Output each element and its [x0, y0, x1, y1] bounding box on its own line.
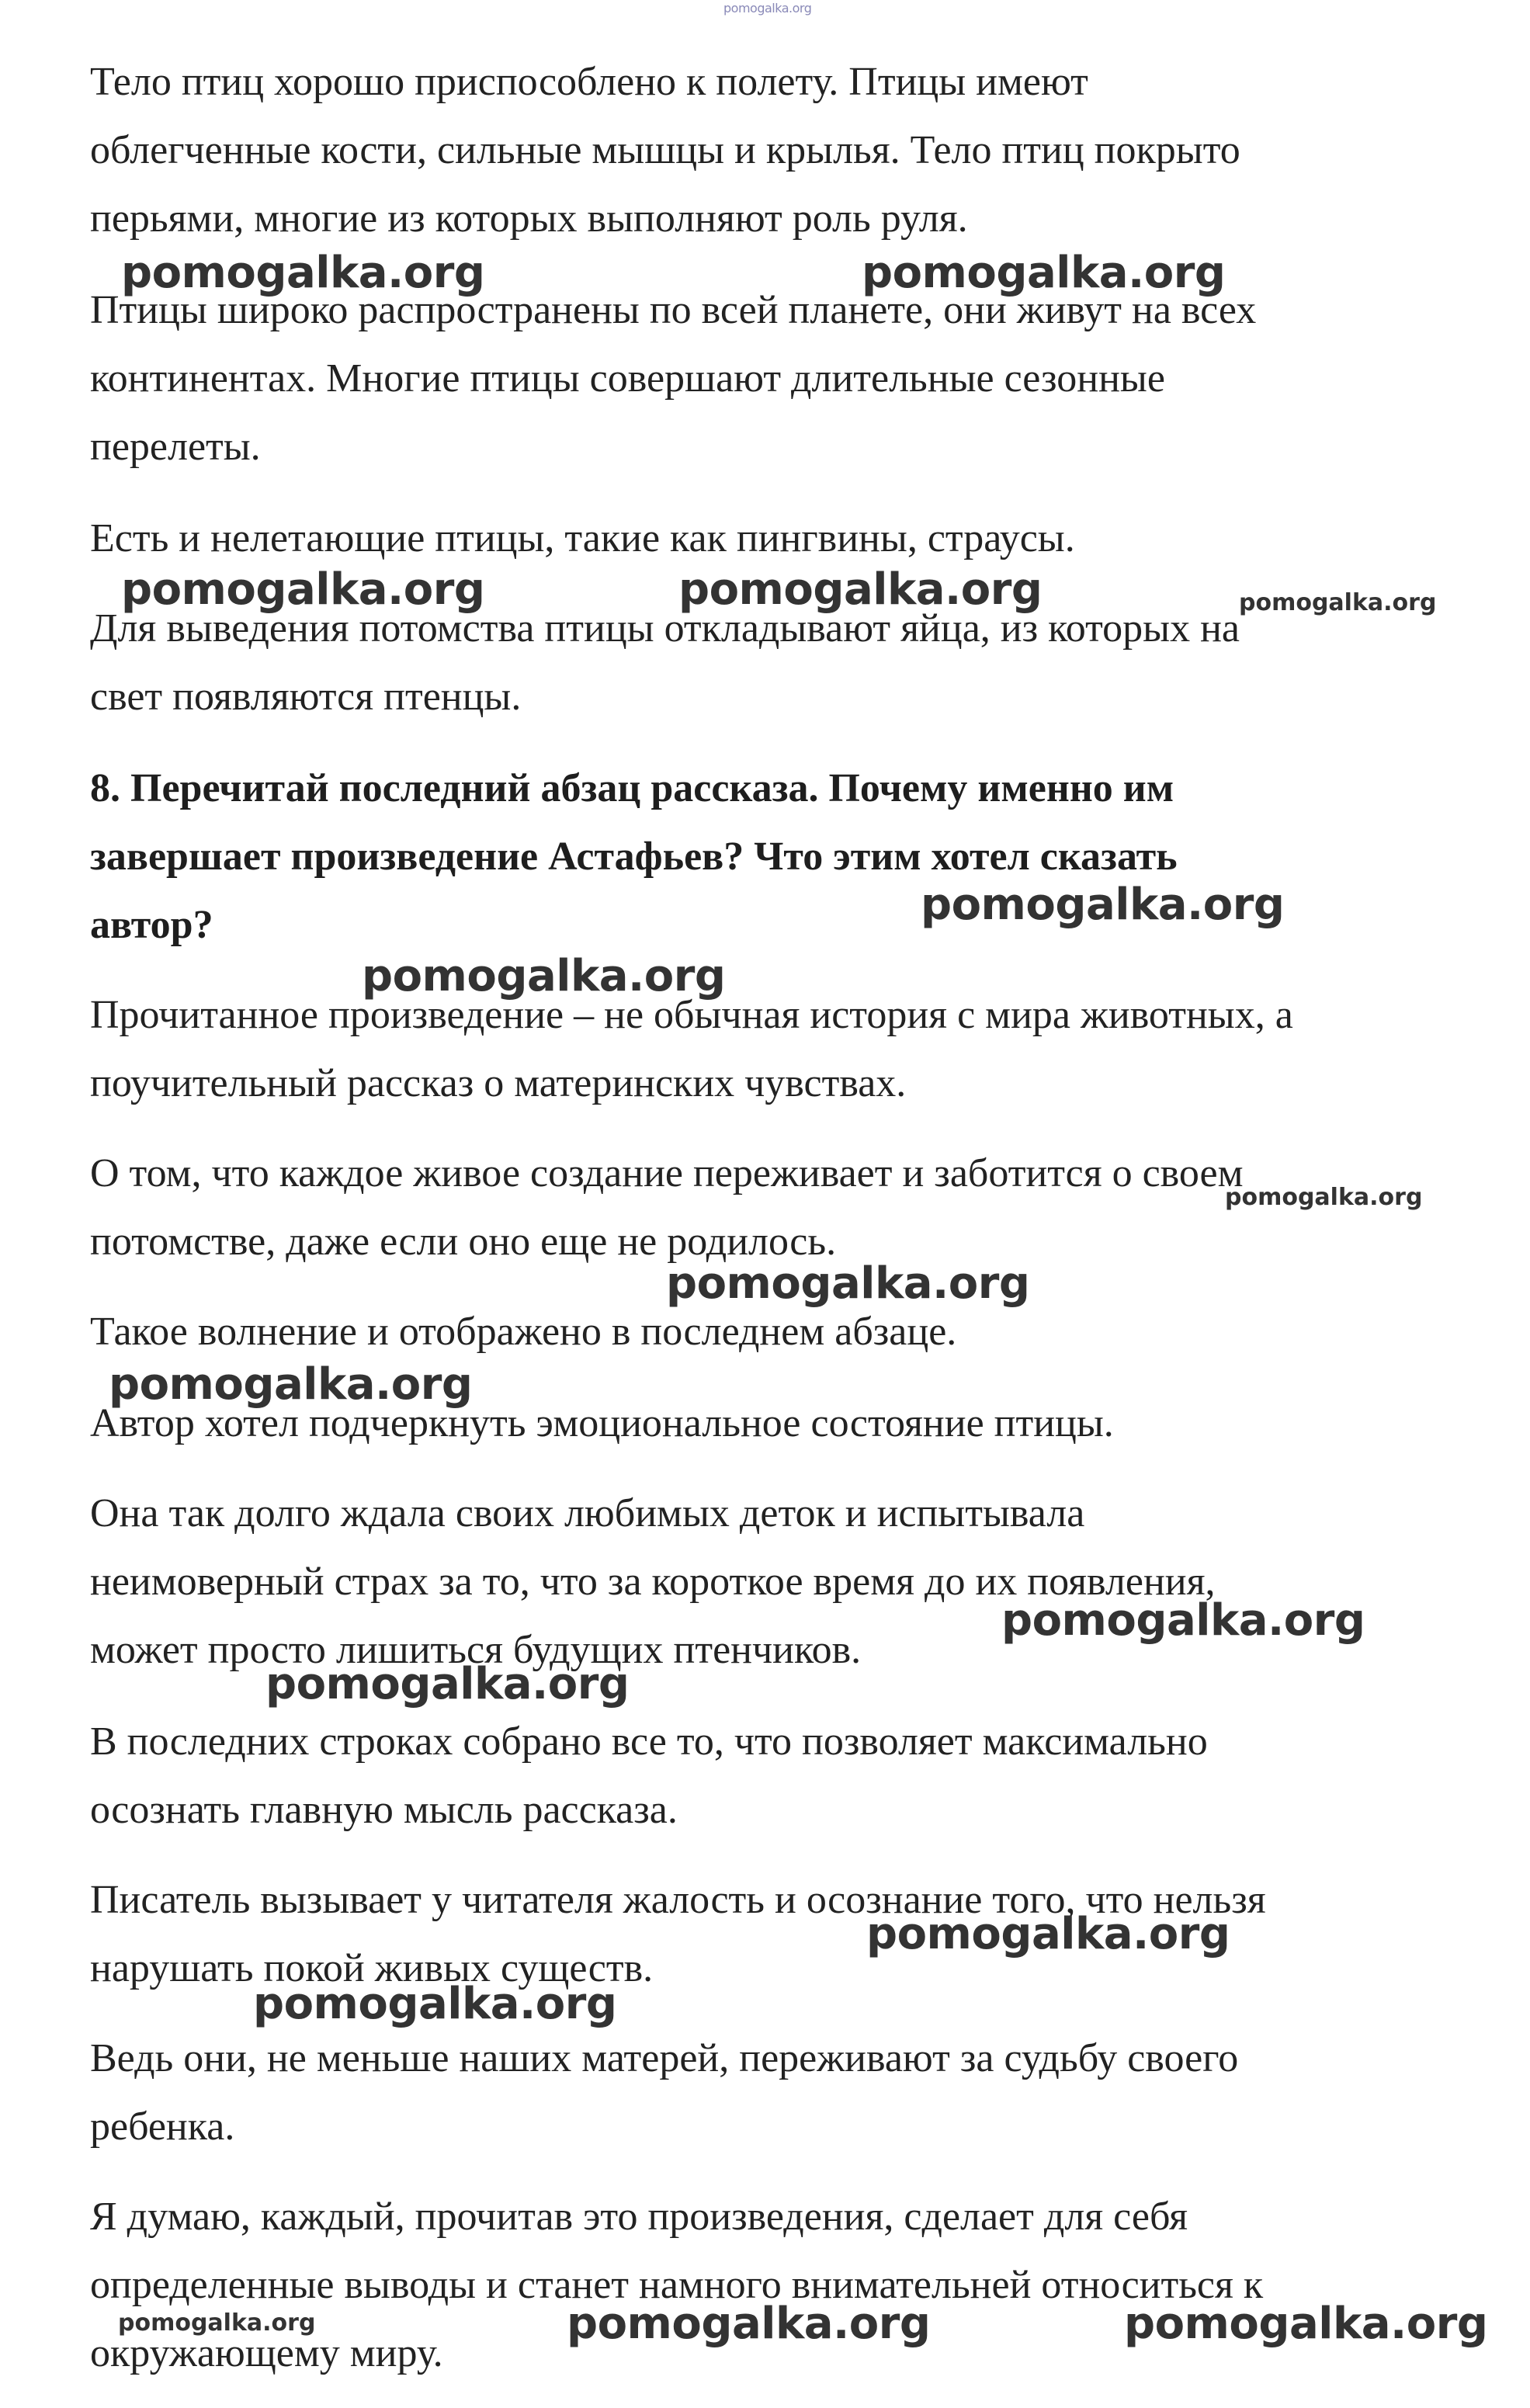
answer-paragraph-8	[90, 2025, 1472, 2161]
text-line: перелеты.	[90, 425, 261, 469]
watermark: pomogalka.org	[1124, 2299, 1488, 2349]
text-line: Ведь они, не меньше наших матерей, переживают за судьбу своего	[90, 2036, 1239, 2080]
text-line: Такое волнение и отображено в последнем абзаце.	[90, 1310, 957, 1354]
text-line: Есть и нелетающие птицы, такие как пингвины, страусы.	[90, 516, 1075, 560]
text-line: Тело птиц хорошо приспособлено к полету. Птицы имеют	[90, 60, 1088, 104]
watermark: pomogalka.org	[1239, 589, 1437, 616]
text-line: свет появляются птенцы.	[90, 675, 522, 719]
watermark: pomogalka.org	[362, 951, 726, 1001]
watermark: pomogalka.org	[121, 564, 485, 615]
watermark: pomogalka.org	[253, 1979, 617, 2029]
text-line: Я думаю, каждый, прочитав это произведения, сделает для себя	[90, 2195, 1188, 2239]
watermark: pomogalka.org	[265, 1659, 630, 1709]
answer-paragraph-6	[90, 1708, 1472, 1844]
answer-paragraph-1	[90, 981, 1472, 1118]
text-line: может просто лишиться будущих птенчиков.	[90, 1628, 862, 1672]
text-line: перьями, многие из которых выполняют роль руля.	[90, 196, 968, 241]
watermark: pomogalka.org	[866, 1909, 1230, 1959]
question-line: 8. Перечитай последний абзац рассказа. Почему именно им	[90, 766, 1174, 810]
question-line: завершает произведение Астафьев? Что этим хотел сказать	[90, 834, 1178, 879]
text-line: ребенка.	[90, 2104, 235, 2149]
text-line: В последних строках собрано все то, что позволяет максимально	[90, 1719, 1208, 1764]
watermark: pomogalka.org	[121, 248, 485, 298]
text-line: осознать главную мысль рассказа.	[90, 1788, 678, 1832]
text-line: Прочитанное произведение – не обычная история с мира животных, а	[90, 993, 1293, 1037]
watermark: pomogalka.org	[678, 564, 1043, 615]
text-line: Птицы широко распространены по всей планете, они живут на всех	[90, 288, 1257, 332]
watermark: pomogalka.org	[567, 2299, 931, 2349]
text-line: О том, что каждое живое создание переживает и заботится о своем	[90, 1151, 1244, 1195]
text-line: нарушать покой живых существ.	[90, 1946, 654, 1990]
text-line: окружающему миру.	[90, 2331, 443, 2375]
header-site-mark: pomogalka.org	[723, 1, 812, 16]
text-line: Она так долго ждала своих любимых деток и испытывала	[90, 1491, 1085, 1535]
text-line: континентах. Многие птицы совершают длительные сезонные	[90, 356, 1165, 401]
paragraph-bird-body	[90, 48, 1472, 253]
watermark: pomogalka.org	[109, 1359, 473, 1410]
text-line: неимоверный страх за то, что за короткое время до их появления,	[90, 1560, 1216, 1604]
paragraph-bird-distribution	[90, 276, 1472, 481]
watermark: pomogalka.org	[666, 1258, 1030, 1309]
text-line: потомстве, даже если оно еще не родилось.	[90, 1220, 837, 1264]
answer-paragraph-9	[90, 2183, 1472, 2388]
watermark: pomogalka.org	[862, 248, 1226, 298]
watermark: pomogalka.org	[1225, 1184, 1423, 1211]
paragraph-flightless-birds	[90, 505, 1472, 573]
text-line: Для выведения потомства птицы откладывают яйца, из которых на	[90, 606, 1240, 651]
watermark: pomogalka.org	[921, 880, 1285, 930]
text-line: Писатель вызывает у читателя жалость и осознание того, что нельзя	[90, 1878, 1266, 1922]
text-line: поучительный рассказ о материнских чувствах.	[90, 1061, 907, 1105]
watermark: pomogalka.org	[118, 2309, 316, 2337]
text-line: облегченные кости, сильные мышцы и крылья. Тело птиц покрыто	[90, 128, 1240, 172]
text-line: определенные выводы и станет намного внимательней относиться к	[90, 2263, 1264, 2307]
answer-paragraph-5	[90, 1480, 1472, 1685]
text-line: Автор хотел подчеркнуть эмоциональное состояние птицы.	[90, 1401, 1114, 1445]
watermark: pomogalka.org	[1001, 1595, 1365, 1646]
question-line: автор?	[90, 903, 213, 947]
